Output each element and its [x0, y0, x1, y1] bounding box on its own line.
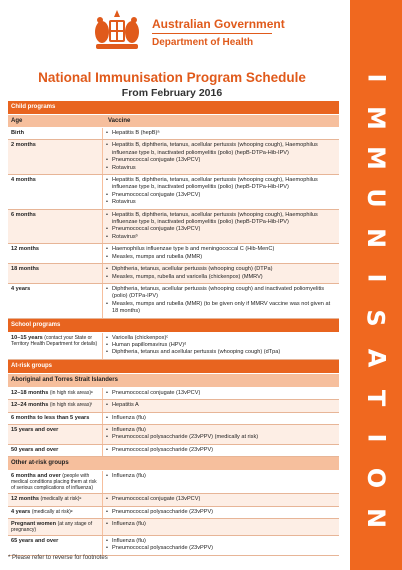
age-cell — [8, 264, 102, 283]
age-label: 12 months — [11, 496, 39, 503]
table-row — [8, 140, 339, 175]
age-label: 4 years — [11, 508, 31, 515]
vaccine-item: • Rotavirusᵇ — [106, 234, 336, 241]
age-label: 15 years and over — [11, 426, 59, 433]
vaccine-list — [106, 496, 336, 503]
age-note: (medically at risk)ᵉ — [31, 508, 73, 515]
vaccine-item: • Measles, mumps and rubella (MMR) — [106, 254, 336, 261]
age-note: (people with medical conditions placing them at risk of serious complications of influenza) — [11, 473, 97, 492]
schedule-table — [8, 101, 339, 556]
table-row — [8, 175, 339, 210]
vaccine-cell — [102, 284, 339, 318]
side-banner-letter: I — [362, 73, 390, 83]
age-cell — [8, 333, 102, 359]
vaccine-item: • Pneumococcal conjugate (13vPCV) — [106, 390, 336, 397]
age-cell — [8, 445, 102, 456]
table-row — [8, 388, 339, 400]
age-label: 50 years and over — [11, 446, 59, 453]
vaccine-list — [106, 286, 336, 316]
vaccine-item: • Human papillomavirus (HPV)ᵈ — [106, 342, 336, 349]
vaccine-item: • Hepatitis B, diphtheria, tetanus, acellular pertussis (whooping cough), Haemophilus influenzae type b, inactivated poliomyelitis (polio) (hepB-DTPa-Hib-IPV) — [106, 212, 336, 227]
age-cell — [8, 413, 102, 424]
vaccine-list — [106, 473, 336, 480]
atsi-rows — [8, 388, 339, 457]
vaccine-item: • Hepatitis B (hepB)ᵃ — [106, 130, 336, 137]
vaccine-item: • Diphtheria, tetanus, acellular pertussis (whooping cough) and inactivated poliomyelitis (polio) (DTPa-IPV) — [106, 286, 336, 301]
vaccine-cell — [102, 425, 339, 444]
vaccine-cell — [102, 413, 339, 424]
side-banner-letter: N — [362, 507, 390, 529]
age-note: (contact your State or Territory Health Department for details) — [11, 334, 98, 347]
vaccine-cell — [102, 536, 339, 555]
age-label: 12–18 months — [11, 389, 49, 396]
side-banner-letter: U — [362, 188, 390, 208]
other-rows — [8, 471, 339, 556]
vaccine-cell — [102, 445, 339, 456]
vaccine-list — [106, 390, 336, 397]
side-banner-letter: N — [362, 227, 390, 249]
age-label: 6 months — [11, 211, 36, 218]
table-row — [8, 413, 339, 425]
vaccine-list — [106, 509, 336, 516]
age-label: 2 months — [11, 142, 36, 149]
vaccine-item: • Rotavirus — [106, 165, 336, 172]
age-note: (medically at risk)ᵉ — [40, 496, 82, 503]
column-header-vaccine: Vaccine — [108, 118, 131, 124]
age-cell — [8, 494, 102, 505]
vaccine-item: • Varicella (chickenpox)ᶜ — [106, 335, 336, 342]
page-subtitle: From February 2016 — [121, 87, 223, 99]
age-cell — [8, 471, 102, 493]
table-row — [8, 507, 339, 519]
vaccine-item: • Pneumococcal polysaccharide (23vPPV) — [106, 545, 336, 552]
vaccine-item: • Pneumococcal polysaccharide (23vPPV) — [106, 447, 336, 454]
vaccine-cell — [102, 507, 339, 518]
table-row — [8, 210, 339, 245]
age-label: 6 months and over — [11, 473, 61, 480]
age-cell — [8, 175, 102, 209]
department-name: Department of Health — [152, 37, 254, 48]
vaccine-item: • Influenza (flu) — [106, 427, 336, 434]
vaccine-cell — [102, 333, 339, 359]
age-label: 10–15 years — [11, 334, 43, 341]
vaccine-list — [106, 538, 336, 553]
vaccine-list — [106, 427, 336, 442]
vaccine-cell — [102, 494, 339, 505]
age-label: 6 months to less than 5 years — [11, 414, 90, 421]
age-note: (in high risk areas)ᶠ — [49, 402, 93, 409]
coat-of-arms-icon — [92, 8, 142, 52]
table-row — [8, 264, 339, 284]
vaccine-item: • Influenza (flu) — [106, 473, 336, 480]
age-cell — [8, 128, 102, 139]
section-header-at-risk: At-risk groups — [8, 360, 339, 374]
table-row — [8, 494, 339, 506]
side-banner-letter: M — [361, 146, 390, 170]
side-banner-letter: M — [361, 106, 390, 130]
vaccine-item: • Influenza (flu) — [106, 538, 336, 545]
age-cell — [8, 400, 102, 411]
age-cell — [8, 507, 102, 518]
vaccine-cell — [102, 519, 339, 535]
vaccine-item: • Hepatitis A — [106, 402, 336, 409]
age-cell — [8, 284, 102, 318]
age-cell — [8, 388, 102, 399]
age-cell — [8, 425, 102, 444]
vaccine-cell — [102, 400, 339, 411]
age-label: 18 months — [11, 266, 39, 273]
vaccine-item: • Pneumococcal polysaccharide (23vPPV) — [106, 509, 336, 516]
age-cell — [8, 519, 102, 535]
age-note: (in high risk areas)ᵉ — [49, 389, 93, 396]
side-banner-letter: S — [361, 309, 390, 327]
footnote: * Please refer to reverse for footnotes — [8, 555, 108, 561]
table-row — [8, 445, 339, 457]
table-row — [8, 333, 339, 360]
column-headers — [8, 115, 339, 128]
age-cell — [8, 140, 102, 174]
vaccine-item: • Pneumococcal conjugate (13vPCV) — [106, 192, 336, 199]
vaccine-list — [106, 266, 336, 281]
vaccine-cell — [102, 210, 339, 244]
vaccine-item: • Diphtheria, tetanus, acellular pertussis (whooping cough) (DTPa) — [106, 266, 336, 273]
age-label: Pregnant women — [11, 521, 57, 527]
vaccine-cell — [102, 175, 339, 209]
vaccine-item: • Pneumococcal conjugate (13vPCV) — [106, 157, 336, 164]
side-banner-letters — [350, 58, 402, 538]
section-header-school: School programs — [8, 319, 339, 333]
vaccine-list — [106, 521, 336, 528]
vaccine-item: • Measles, mumps, rubella and varicella (chickenpox) (MMRV) — [106, 274, 336, 281]
government-header — [0, 0, 350, 62]
vaccine-list — [106, 177, 336, 207]
age-cell — [8, 244, 102, 263]
age-cell — [8, 210, 102, 244]
vaccine-list — [106, 130, 336, 137]
page-title: National Immunisation Program Schedule — [38, 70, 306, 85]
vaccine-item: • Influenza (flu) — [106, 521, 336, 528]
vaccine-item: • Diphtheria, tetanus and acellular pertussis (whooping cough) (dTpa) — [106, 349, 336, 356]
side-banner — [350, 0, 402, 570]
age-note: (at any stage of pregnancy) — [11, 521, 93, 533]
government-name: Australian Government — [152, 17, 285, 31]
side-banner-letter: O — [362, 467, 390, 489]
vaccine-cell — [102, 388, 339, 399]
vaccine-cell — [102, 140, 339, 174]
side-banner-letter: I — [362, 433, 390, 443]
age-label: 4 years — [11, 285, 31, 292]
side-banner-letter: I — [362, 273, 390, 283]
age-cell — [8, 536, 102, 555]
table-row — [8, 425, 339, 445]
vaccine-item: • Pneumococcal conjugate (13vPCV) — [106, 226, 336, 233]
age-label: 12–24 months — [11, 402, 49, 409]
table-row — [8, 244, 339, 264]
column-header-age: Age — [11, 118, 23, 124]
section-header-child: Child programs — [8, 101, 339, 115]
age-label: Birth — [11, 130, 25, 136]
table-row — [8, 471, 339, 494]
vaccine-list — [106, 415, 336, 422]
table-row — [8, 284, 339, 319]
vaccine-item: • Influenza (flu) — [106, 415, 336, 422]
header-divider — [152, 33, 272, 34]
age-label: 12 months — [11, 246, 39, 253]
vaccine-item: • Hepatitis B, diphtheria, tetanus, acellular pertussis (whooping cough), Haemophilus influenzae type b, inactivated poliomyelitis (polio) (hepB-DTPa-Hib-IPV) — [106, 177, 336, 192]
vaccine-item: • Pneumococcal conjugate (13vPCV) — [106, 496, 336, 503]
vaccine-cell — [102, 471, 339, 493]
vaccine-cell — [102, 244, 339, 263]
vaccine-item: • Pneumococcal polysaccharide (23vPPV) (medically at risk) — [106, 434, 336, 441]
age-label: 65 years and over — [11, 538, 59, 544]
vaccine-list — [106, 335, 336, 357]
vaccine-list — [106, 142, 336, 172]
subsection-header-other: Other at-risk groups — [8, 457, 339, 471]
vaccine-list — [106, 402, 336, 409]
table-row — [8, 519, 339, 536]
vaccine-item: • Measles, mumps and rubella (MMR) (to be given only if MMRV vaccine was not given at 18 months) — [106, 301, 336, 316]
subsection-header-atsi: Aboriginal and Torres Strait Islanders — [8, 374, 339, 388]
table-row — [8, 400, 339, 412]
table-row — [8, 128, 339, 140]
age-label: 4 months — [11, 177, 36, 184]
side-banner-letter: T — [362, 389, 390, 407]
table-row — [8, 536, 339, 556]
vaccine-item: • Hepatitis B, diphtheria, tetanus, acellular pertussis (whooping cough), Haemophilus influenzae type b, inactivated poliomyelitis (polio) (hepB-DTPa-Hib-IPV) — [106, 142, 336, 157]
child-rows — [8, 128, 339, 319]
school-rows — [8, 333, 339, 360]
vaccine-cell — [102, 264, 339, 283]
vaccine-item: • Rotavirus — [106, 199, 336, 206]
vaccine-list — [106, 212, 336, 242]
vaccine-list — [106, 246, 336, 261]
vaccine-item: • Haemophilus influenzae type b and meningococcal C (Hib-MenC) — [106, 246, 336, 253]
vaccine-cell — [102, 128, 339, 139]
side-banner-letter: A — [361, 348, 390, 368]
vaccine-list — [106, 447, 336, 454]
